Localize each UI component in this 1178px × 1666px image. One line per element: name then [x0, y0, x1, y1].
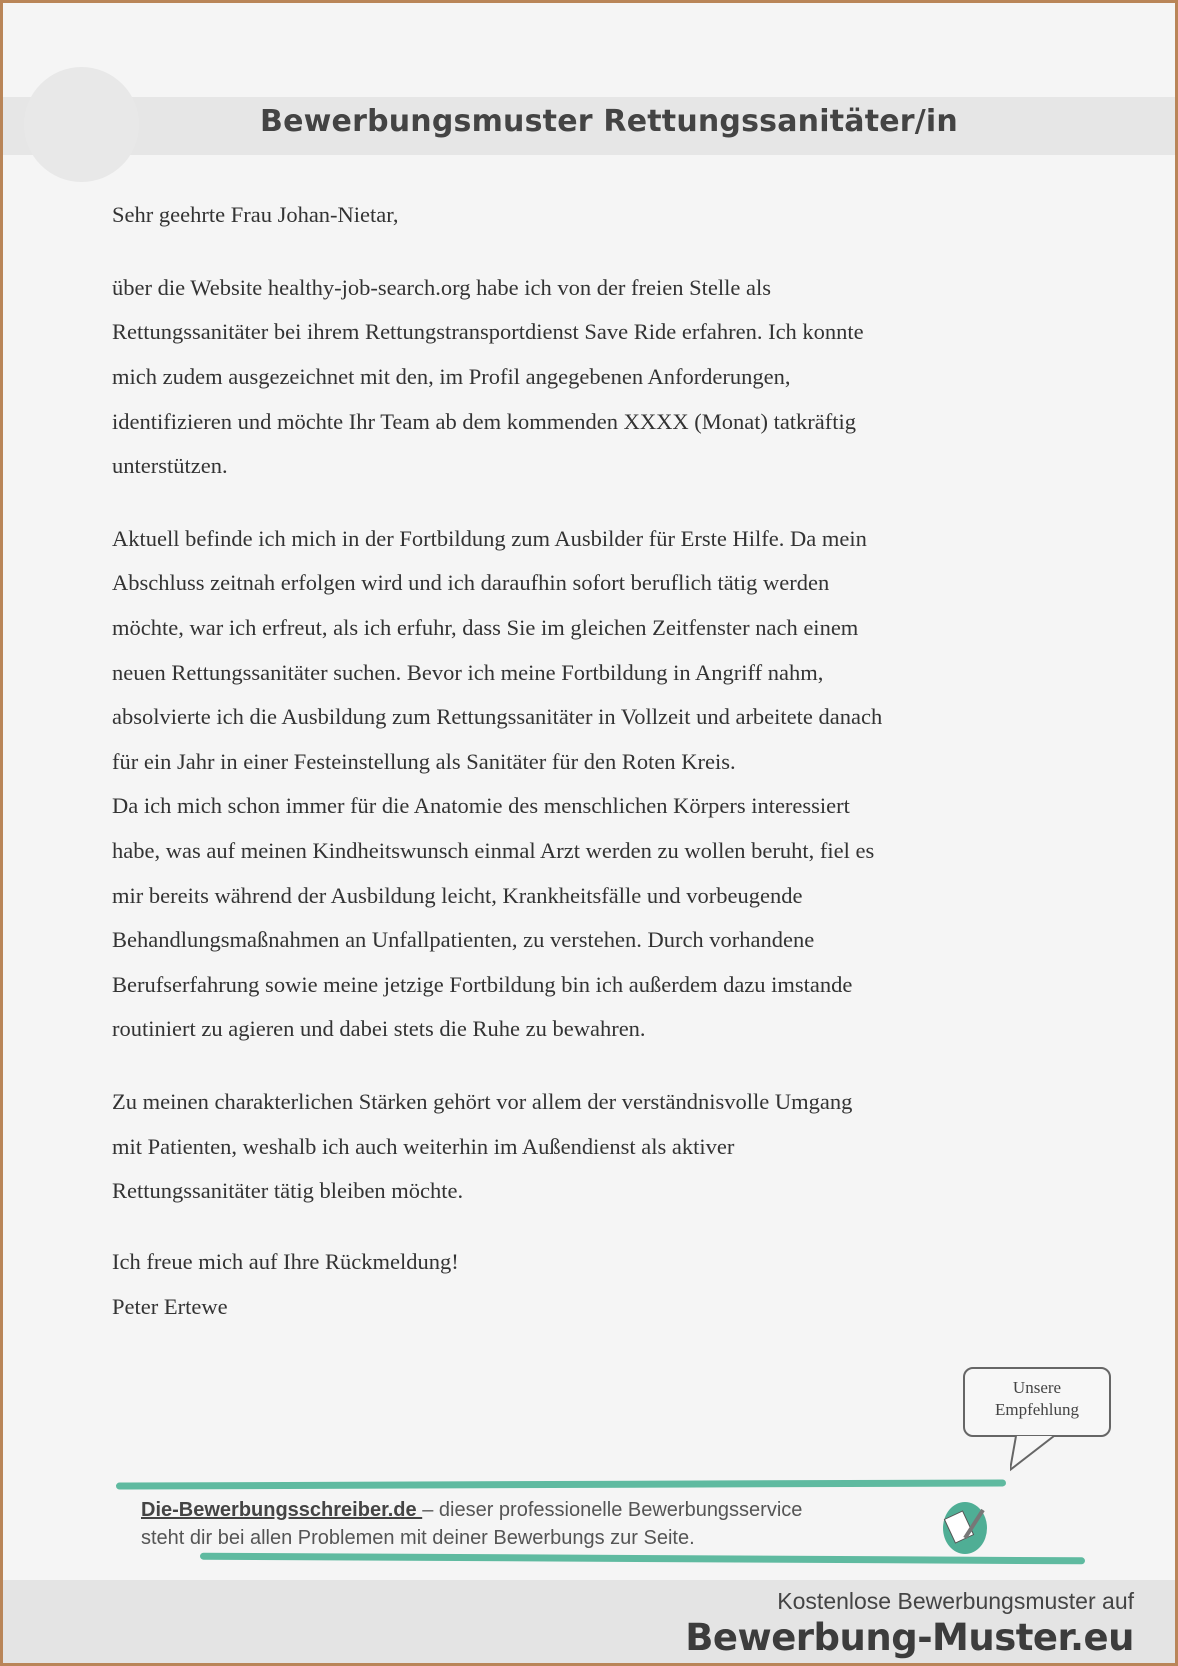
bubble-line-2: Empfehlung	[994, 1400, 1080, 1419]
letter-line: Abschluss zeitnah erfolgen wird und ich daraufhin sofort beruflich tätig werden	[112, 570, 830, 595]
letter-line: absolvierte ich die Ausbildung zum Rettungssanitäter in Vollzeit und arbeitete danach	[112, 704, 883, 729]
letter-line: Aktuell befinde ich mich in der Fortbildung zum Ausbilder für Erste Hilfe. Da mein	[112, 526, 867, 551]
promo-text-1: – dieser professionelle Bewerbungsservice	[422, 1499, 803, 1521]
letter-line: Behandlungsmaßnahmen an Unfallpatienten, zu verstehen. Durch vorhandene	[112, 927, 815, 952]
letter-line: Rettungssanitäter bei ihrem Rettungstransportdienst Save Ride erfahren. Ich konnte	[112, 319, 864, 344]
letter-line: Ich freue mich auf Ihre Rückmeldung!	[112, 1249, 459, 1274]
letter-line: mit Patienten, weshalb ich auch weiterhin im Außendienst als aktiver	[112, 1134, 735, 1159]
letter-line: mich zudem ausgezeichnet mit den, im Profil angegebenen Anforderungen,	[112, 364, 791, 389]
letter-line: Peter Ertewe	[112, 1294, 228, 1319]
footer-site-link[interactable]: Bewerbung-Muster.eu	[685, 1616, 1134, 1659]
footer-tagline: Kostenlose Bewerbungsmuster auf	[777, 1588, 1134, 1614]
letter-line: möchte, war ich erfreut, als ich erfuhr, dass Sie im gleichen Zeitfenster nach einem	[112, 615, 859, 640]
letter-line: mir bereits während der Ausbildung leicht, Krankheitsfälle und vorbeugende	[112, 883, 803, 908]
document-pen-icon	[943, 1502, 987, 1554]
letter-line: Da ich mich schon immer für die Anatomie des menschlichen Körpers interessiert	[112, 793, 850, 818]
speech-tail-icon	[1010, 1436, 1070, 1472]
letter-line: Berufserfahrung sowie meine jetzige Fortbildung bin ich außerdem dazu imstande	[112, 972, 853, 997]
letter-line: routiniert zu agieren und dabei stets die Ruhe zu bewahren.	[112, 1016, 646, 1041]
page-title: Bewerbungsmuster Rettungssanitäter/in	[260, 104, 958, 139]
bubble-line-1: Unsere	[1012, 1378, 1062, 1397]
bewerbungsschreiber-link[interactable]: Die-Bewerbungsschreiber.de	[141, 1499, 423, 1521]
letter-line: für ein Jahr in einer Festeinstellung als Sanitäter für den Roten Kreis.	[112, 749, 736, 774]
recommendation-bubble	[963, 1367, 1111, 1437]
promo-line-1	[141, 1499, 802, 1522]
letter-line: identifizieren und möchte Ihr Team ab dem kommenden XXXX (Monat) tatkräftig	[112, 409, 857, 434]
letter-line: Sehr geehrte Frau Johan-Nietar,	[112, 202, 399, 227]
letter-line: unterstützen.	[112, 453, 228, 478]
letter-line: habe, was auf meinen Kindheitswunsch einmal Arzt werden zu wollen beruht, fiel es	[112, 838, 875, 863]
letter-line: über die Website healthy-job-search.org habe ich von der freien Stelle als	[112, 275, 771, 300]
letter-line: neuen Rettungssanitäter suchen. Bevor ich meine Fortbildung in Angriff nahm,	[112, 660, 824, 685]
promo-text-2: steht dir bei allen Problemen mit deiner Bewerbungs zur Seite.	[141, 1527, 695, 1549]
letter-line: Rettungssanitäter tätig bleiben möchte.	[112, 1178, 464, 1203]
letter-line: Zu meinen charakterlichen Stärken gehört vor allem der verständnisvolle Umgang	[112, 1089, 853, 1114]
